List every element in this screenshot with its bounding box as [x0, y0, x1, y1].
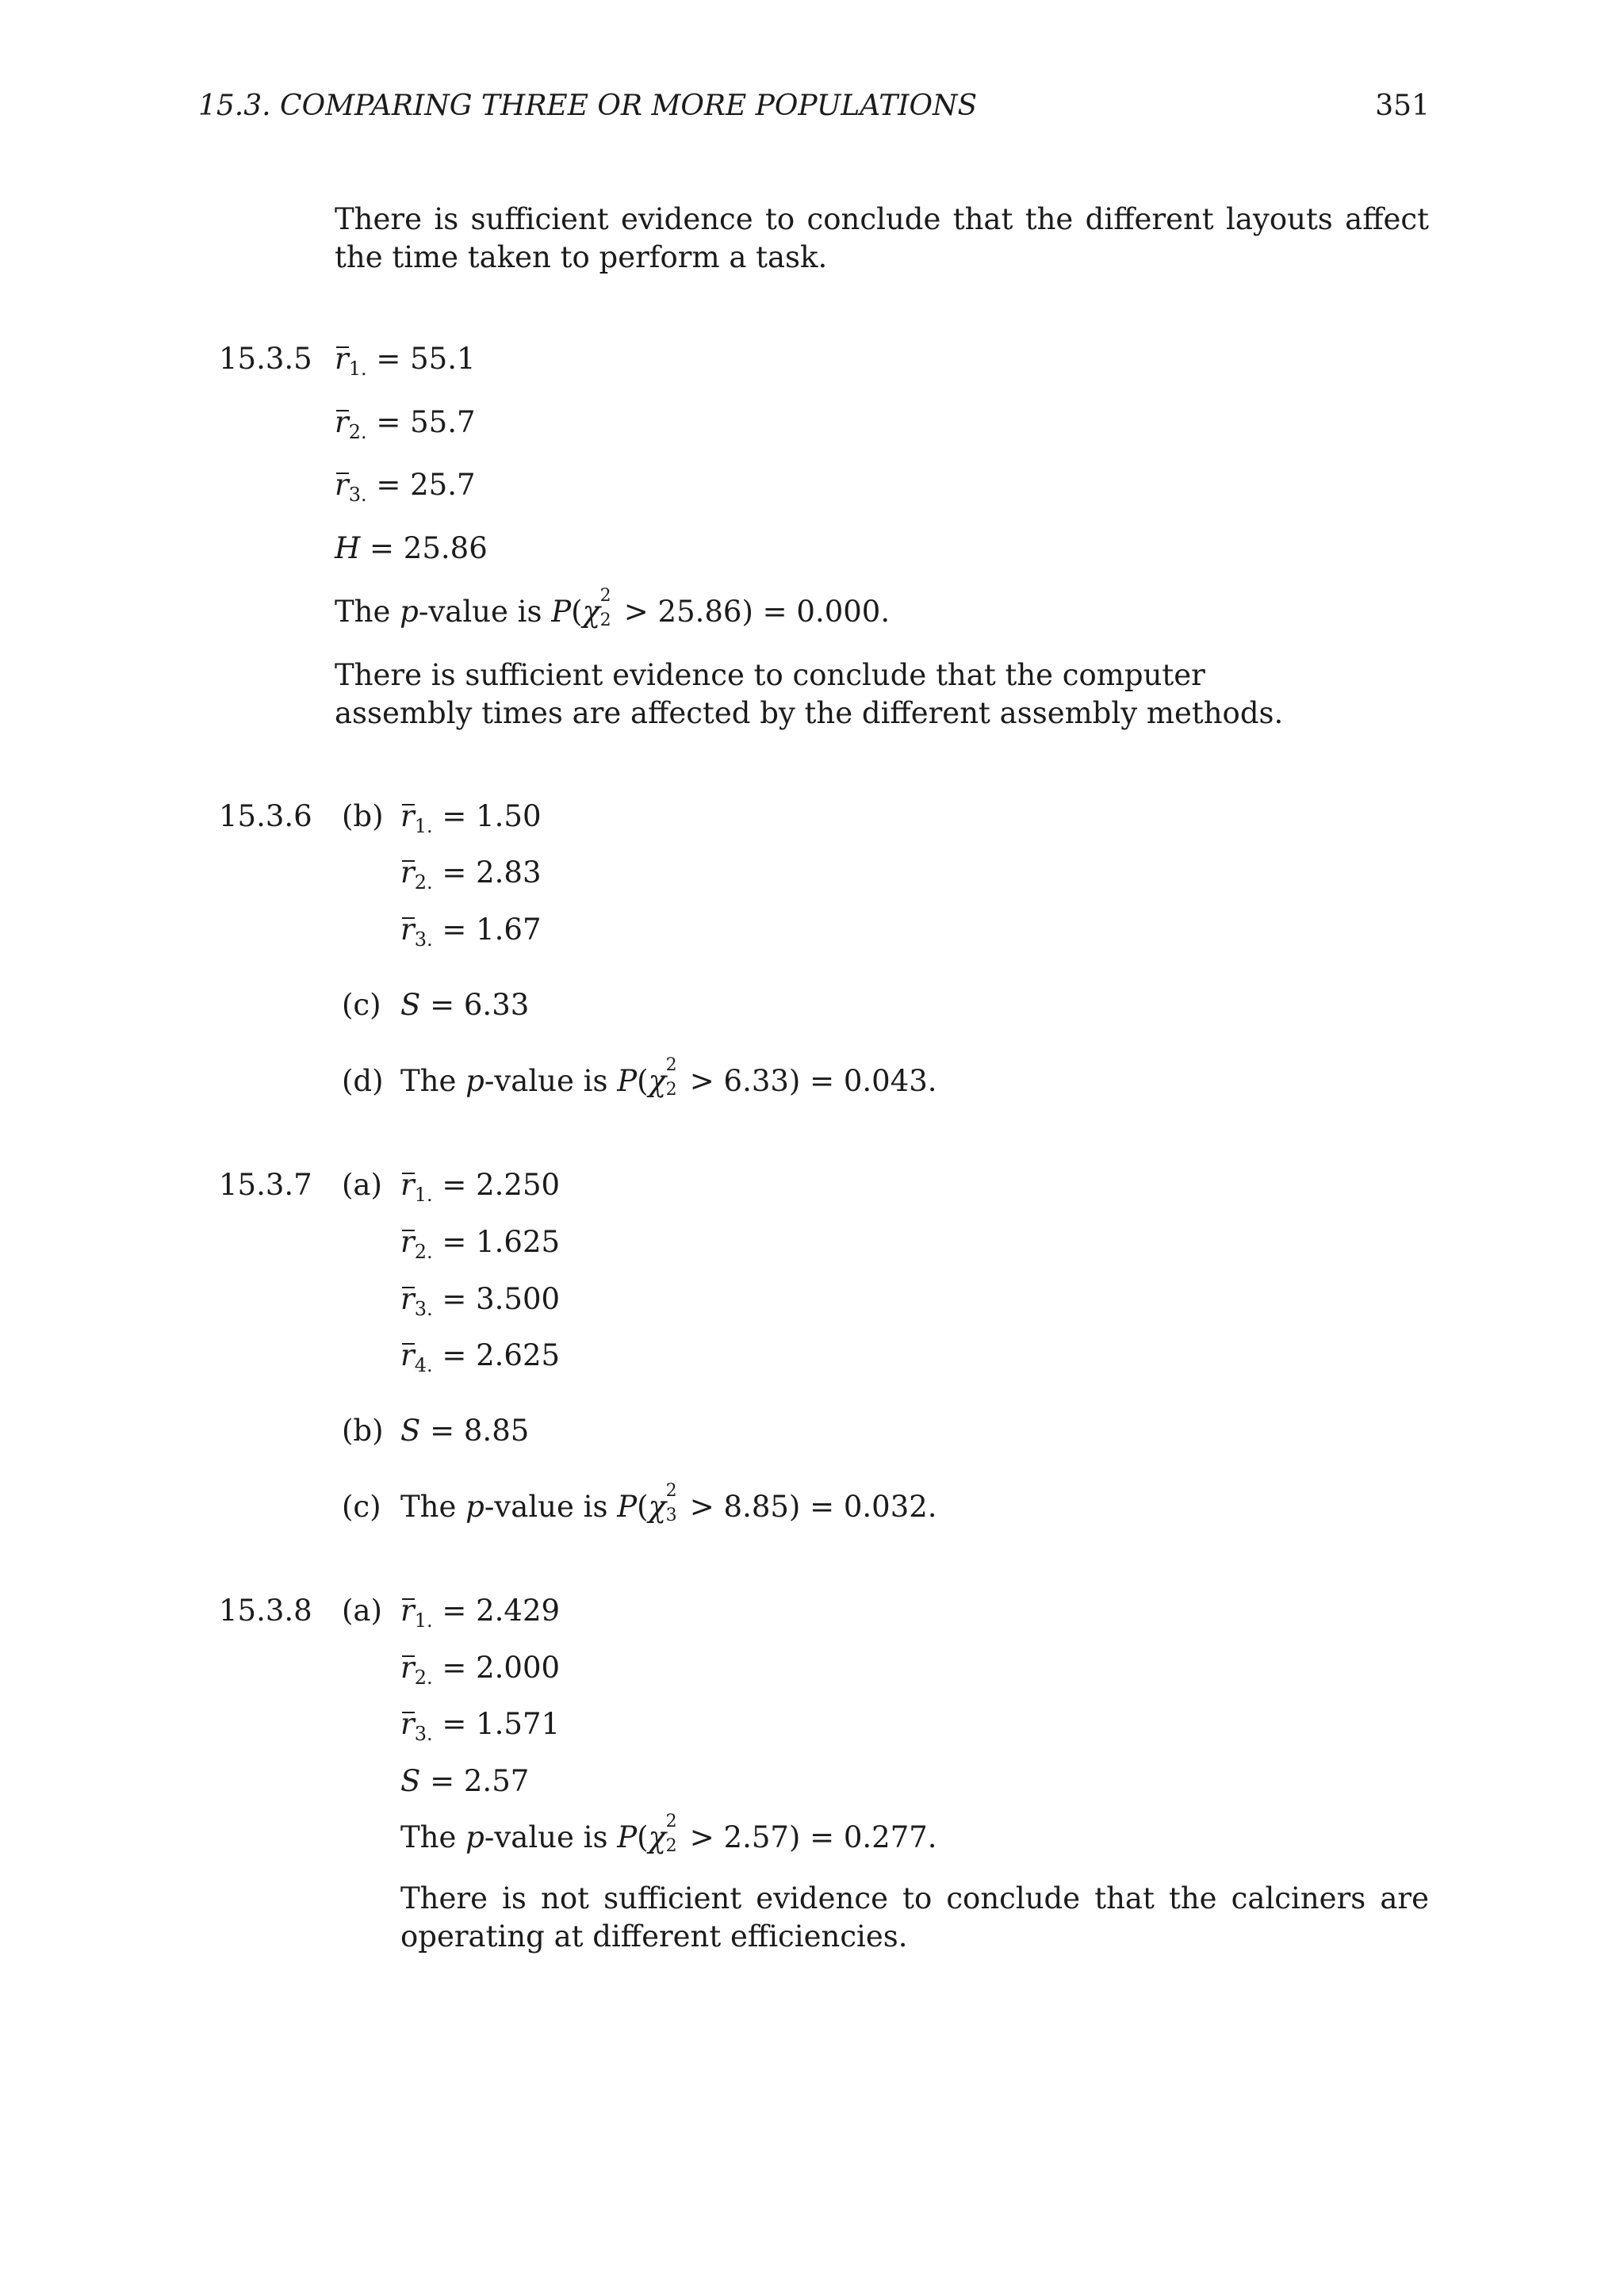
mean-rank-line: $r_{2.} = 55.7$ [335, 405, 476, 443]
conclusion-line: There is sufficient evidence to conclude that the computer [335, 658, 1205, 692]
intro-paragraph: There is sufficient evidence to conclude that the different layouts affect the time taken to perform a task. [335, 202, 1429, 274]
part-label: (c) [342, 988, 381, 1022]
mean-rank-line: $r_{1.} = 55.1$ [335, 342, 476, 380]
part-label: (a) [342, 1594, 382, 1628]
problem-number: 15.3.8 [219, 1594, 312, 1628]
statistic-line: S = 2.57 [400, 1764, 530, 1798]
part-label: (b) [342, 1414, 384, 1448]
mean-rank-line: $r_{4.} = 2.625$ [400, 1338, 561, 1376]
conclusion-paragraph: There is not sufficient evidence to conclude that the calciners are operating at different efficiencies. [400, 1881, 1429, 1954]
mean-rank-line: $r_{3.} = 25.7$ [335, 468, 476, 506]
mean-rank-line: $r_{2.} = 2.000$ [400, 1651, 561, 1689]
page-number: 351 [1375, 90, 1430, 122]
mean-rank-line: $r_{1.} = 2.429$ [400, 1594, 561, 1632]
statistic-line: S = 8.85 [400, 1414, 530, 1448]
mean-rank-line: $r_{3.} = 3.500$ [400, 1282, 561, 1320]
problem-number: 15.3.5 [219, 342, 312, 376]
pvalue-line: The p-value is P(χ 2 2 > 2.57) = 0.277. [400, 1812, 937, 1856]
pvalue-line: The p-value is P(χ 2 3 > 8.85) = 0.032. [400, 1481, 937, 1525]
problem-number: 15.3.7 [219, 1168, 312, 1202]
mean-rank-line: $r_{2.} = 1.625$ [400, 1225, 561, 1263]
running-header: 15.3. COMPARING THREE OR MORE POPULATIONS [198, 90, 978, 122]
part-label: (d) [342, 1064, 384, 1098]
statistic-line: S = 6.33 [400, 988, 530, 1022]
conclusion-line: assembly times are affected by the different assembly methods. [335, 696, 1284, 730]
part-label: (c) [342, 1490, 381, 1524]
part-label: (b) [342, 799, 384, 833]
mean-rank-line: $r_{3.} = 1.67$ [400, 913, 542, 951]
pvalue-line: The p-value is P(χ 2 2 > 6.33) = 0.043. [400, 1055, 937, 1100]
mean-rank-line: $r_{2.} = 2.83$ [400, 855, 542, 894]
part-label: (a) [342, 1168, 382, 1202]
mean-rank-line: $r_{1.} = 2.250$ [400, 1168, 561, 1206]
mean-rank-line: $r_{1.} = 1.50$ [400, 799, 542, 837]
pvalue-line: The p-value is P(χ 2 2 > 25.86) = 0.000. [335, 586, 891, 630]
statistic-line: H = 25.86 [335, 531, 488, 565]
problem-number: 15.3.6 [219, 799, 312, 833]
mean-rank-line: $r_{3.} = 1.571$ [400, 1707, 561, 1745]
